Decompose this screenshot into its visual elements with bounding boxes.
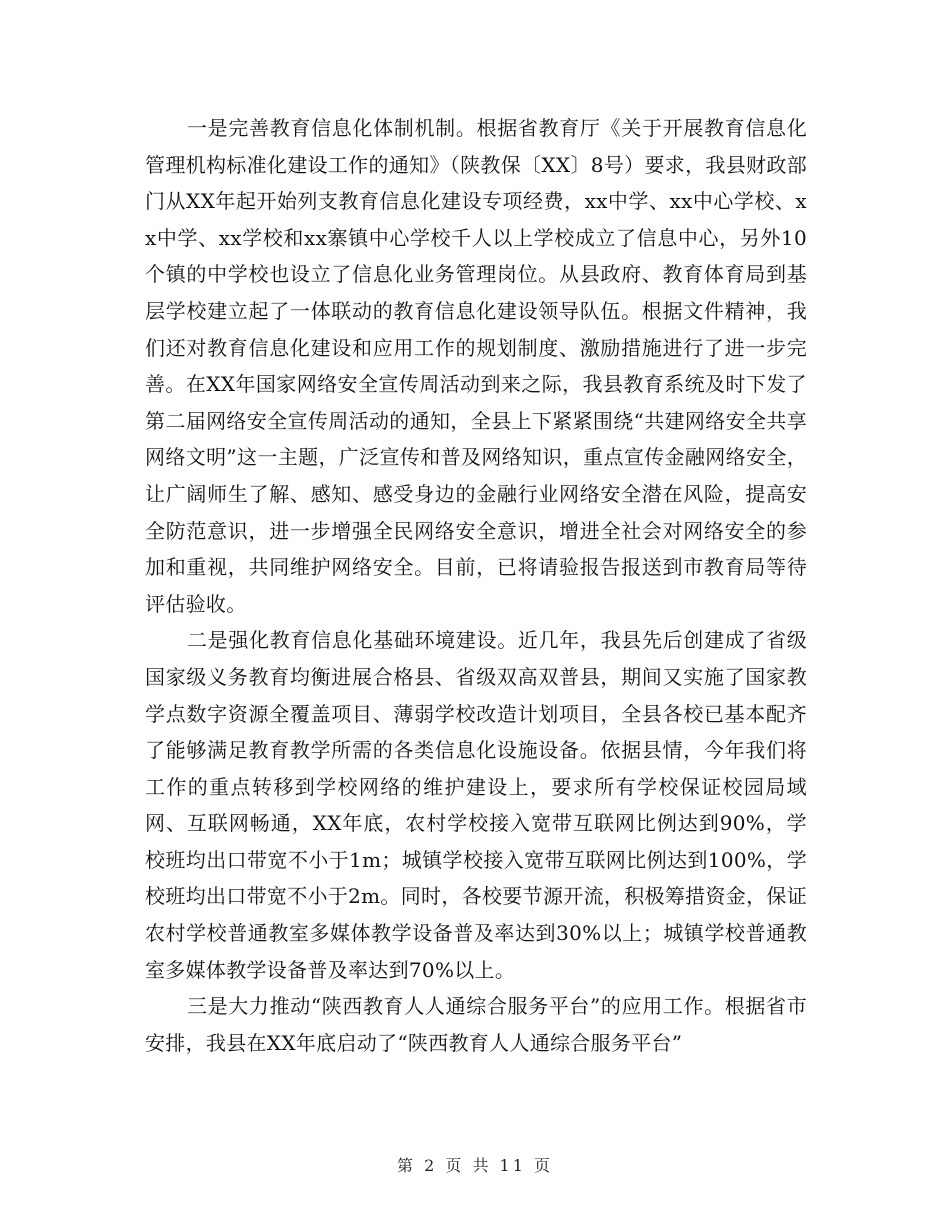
paragraph-1: 一是完善教育信息化体制机制。根据省教育厅《关于开展教育信息化管理机构标准化建设工作的通知》（陕教保〔XX〕8号）要求，我县财政部门从XX年起开始列支教育信息化建设专项经费，xx中学、xx中心学校、xx中学、xx学校和xx寨镇中心学校千人以上学校成立了信息中心，另外10个镇的中学校也设立了信息化业务管理岗位。从县政府、教育体育局到基层学校建立起了一体联动的教育信息化建设领导队伍。根据文件精神，我们还对教育信息化建设和应用工作的规划制度、激励措施进行了进一步完善。在XX年国家网络安全宣传周活动到来之际，我县教育系统及时下发了第二届网络安全宣传周活动的通知，全县上下紧紧围绕“共建网络安全共享网络文明”这一主题，广泛宣传和普及网络知识，重点宣传金融网络安全，让广阔师生了解、感知、感受身边的金融行业网络安全潜在风险，提高安全防范意识，进一步增强全民网络安全意识，增进全社会对网络安全的参加和重视，共同维护网络安全。目前，已将请验报告报送到市教育局等待评估验收。 bbox=[145, 116, 807, 616]
page-number-footer: 第 2 页 共 11 页 bbox=[397, 1156, 553, 1175]
paragraph-3: 三是大力推动“陕西教育人人通综合服务平台”的应用工作。根据省市安排，我县在XX年底启动了“陕西教育人人通综合服务平台” bbox=[145, 994, 807, 1055]
paragraph-2: 二是强化教育信息化基础环境建设。近几年，我县先后创建成了省级国家级义务教育均衡进展合格县、省级双高双普县，期间又实施了国家教学点数字资源全覆盖项目、薄弱学校改造计划项目，全县各校已基本配齐了能够满足教育教学所需的各类信息化设施设备。依据县情，今年我们将工作的重点转移到学校网络的维护建设上，要求所有学校保证校园局域网、互联网畅通，XX年底，农村学校接入宽带互联网比例达到90%，学校班均出口带宽不小于1m；城镇学校接入宽带互联网比例达到100%，学校班均出口带宽不小于2m。同时，各校要节源开流，积极筹措资金，保证农村学校普通教室多媒体教学设备普及率达到30%以上；城镇学校普通教室多媒体教学设备普及率达到70%以上。 bbox=[145, 628, 807, 982]
document-body bbox=[145, 110, 807, 1061]
